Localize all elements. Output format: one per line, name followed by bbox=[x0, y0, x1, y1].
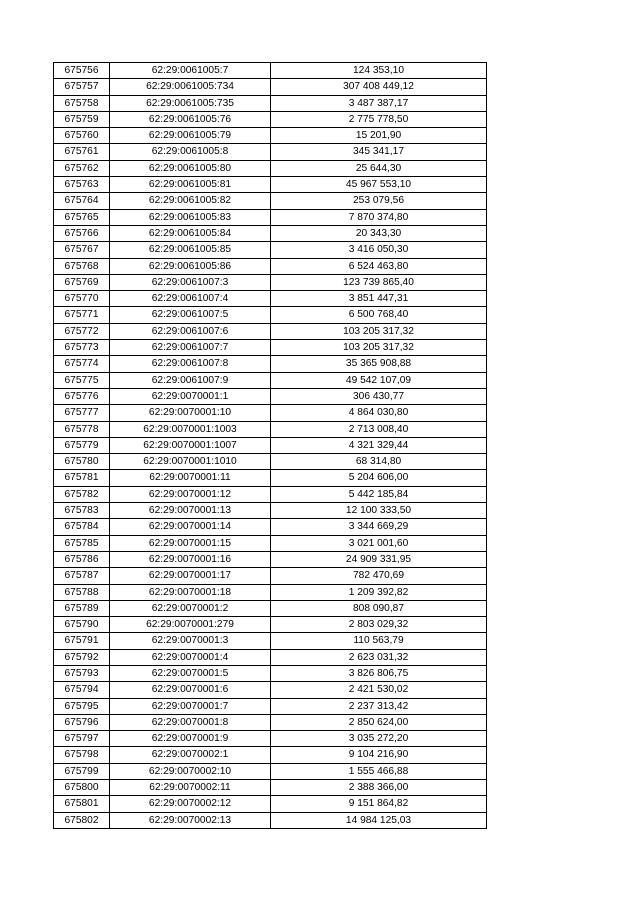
value-cell: 49 542 107,09 bbox=[271, 372, 487, 388]
value-cell: 24 909 331,95 bbox=[271, 551, 487, 567]
row-number-cell: 675787 bbox=[54, 568, 110, 584]
row-number-cell: 675795 bbox=[54, 698, 110, 714]
row-number-cell: 675793 bbox=[54, 665, 110, 681]
row-number-cell: 675773 bbox=[54, 340, 110, 356]
value-cell: 2 421 530,02 bbox=[271, 682, 487, 698]
table-row bbox=[54, 568, 487, 584]
value-cell: 3 416 050,30 bbox=[271, 242, 487, 258]
cadastral-number-cell: 62:29:0070002:12 bbox=[110, 796, 271, 812]
row-number-cell: 675756 bbox=[54, 63, 110, 79]
row-number-cell: 675799 bbox=[54, 763, 110, 779]
cadastral-number-cell: 62:29:0070001:3 bbox=[110, 633, 271, 649]
row-number-cell: 675778 bbox=[54, 421, 110, 437]
table-row bbox=[54, 633, 487, 649]
cadastral-number-cell: 62:29:0070001:1 bbox=[110, 388, 271, 404]
row-number-cell: 675770 bbox=[54, 291, 110, 307]
cadastral-number-cell: 62:29:0061005:82 bbox=[110, 193, 271, 209]
cadastral-number-cell: 62:29:0070001:9 bbox=[110, 731, 271, 747]
cadastral-number-cell: 62:29:0070001:8 bbox=[110, 714, 271, 730]
table-row bbox=[54, 95, 487, 111]
cadastral-number-cell: 62:29:0061007:8 bbox=[110, 356, 271, 372]
table-row bbox=[54, 731, 487, 747]
row-number-cell: 675782 bbox=[54, 486, 110, 502]
cadastral-number-cell: 62:29:0061005:735 bbox=[110, 95, 271, 111]
table-row bbox=[54, 682, 487, 698]
table-row bbox=[54, 421, 487, 437]
table-row bbox=[54, 323, 487, 339]
row-number-cell: 675779 bbox=[54, 437, 110, 453]
value-cell: 20 343,30 bbox=[271, 225, 487, 241]
value-cell: 782 470,69 bbox=[271, 568, 487, 584]
cadastral-number-cell: 62:29:0070001:15 bbox=[110, 535, 271, 551]
cadastral-number-cell: 62:29:0070002:10 bbox=[110, 763, 271, 779]
cadastral-number-cell: 62:29:0061005:7 bbox=[110, 63, 271, 79]
cadastral-number-cell: 62:29:0061005:84 bbox=[110, 225, 271, 241]
cadastral-number-cell: 62:29:0070002:1 bbox=[110, 747, 271, 763]
value-cell: 4 864 030,80 bbox=[271, 405, 487, 421]
row-number-cell: 675772 bbox=[54, 323, 110, 339]
cadastral-number-cell: 62:29:0061005:76 bbox=[110, 111, 271, 127]
row-number-cell: 675758 bbox=[54, 95, 110, 111]
cadastral-number-cell: 62:29:0061007:6 bbox=[110, 323, 271, 339]
cadastral-number-cell: 62:29:0061005:83 bbox=[110, 209, 271, 225]
value-cell: 5 442 185,84 bbox=[271, 486, 487, 502]
row-number-cell: 675783 bbox=[54, 503, 110, 519]
table-row bbox=[54, 372, 487, 388]
row-number-cell: 675798 bbox=[54, 747, 110, 763]
cadastral-number-cell: 62:29:0070001:4 bbox=[110, 649, 271, 665]
row-number-cell: 675757 bbox=[54, 79, 110, 95]
row-number-cell: 675768 bbox=[54, 258, 110, 274]
row-number-cell: 675801 bbox=[54, 796, 110, 812]
value-cell: 2 850 624,00 bbox=[271, 714, 487, 730]
value-cell: 15 201,90 bbox=[271, 128, 487, 144]
value-cell: 123 739 865,40 bbox=[271, 274, 487, 290]
value-cell: 3 035 272,20 bbox=[271, 731, 487, 747]
row-number-cell: 675763 bbox=[54, 177, 110, 193]
row-number-cell: 675765 bbox=[54, 209, 110, 225]
cadastral-number-cell: 62:29:0061005:85 bbox=[110, 242, 271, 258]
value-cell: 253 079,56 bbox=[271, 193, 487, 209]
table-row bbox=[54, 258, 487, 274]
cadastral-number-cell: 62:29:0070001:18 bbox=[110, 584, 271, 600]
table-row bbox=[54, 763, 487, 779]
table-row bbox=[54, 780, 487, 796]
row-number-cell: 675766 bbox=[54, 225, 110, 241]
cadastral-number-cell: 62:29:0061005:81 bbox=[110, 177, 271, 193]
value-cell: 110 563,79 bbox=[271, 633, 487, 649]
value-cell: 307 408 449,12 bbox=[271, 79, 487, 95]
table-row bbox=[54, 291, 487, 307]
table-row bbox=[54, 193, 487, 209]
value-cell: 3 021 001,60 bbox=[271, 535, 487, 551]
cadastral-number-cell: 62:29:0070001:1007 bbox=[110, 437, 271, 453]
table-row bbox=[54, 665, 487, 681]
table-row bbox=[54, 649, 487, 665]
data-sheet bbox=[53, 62, 487, 829]
value-cell: 9 104 216,90 bbox=[271, 747, 487, 763]
row-number-cell: 675785 bbox=[54, 535, 110, 551]
value-cell: 808 090,87 bbox=[271, 600, 487, 616]
table-row bbox=[54, 584, 487, 600]
table-row bbox=[54, 209, 487, 225]
cadastral-number-cell: 62:29:0061007:7 bbox=[110, 340, 271, 356]
row-number-cell: 675800 bbox=[54, 780, 110, 796]
row-number-cell: 675788 bbox=[54, 584, 110, 600]
table-row bbox=[54, 307, 487, 323]
row-number-cell: 675774 bbox=[54, 356, 110, 372]
row-number-cell: 675786 bbox=[54, 551, 110, 567]
table-row bbox=[54, 551, 487, 567]
row-number-cell: 675791 bbox=[54, 633, 110, 649]
row-number-cell: 675775 bbox=[54, 372, 110, 388]
value-cell: 1 555 466,88 bbox=[271, 763, 487, 779]
cadastral-number-cell: 62:29:0061007:9 bbox=[110, 372, 271, 388]
value-cell: 306 430,77 bbox=[271, 388, 487, 404]
table-row bbox=[54, 470, 487, 486]
table-row bbox=[54, 242, 487, 258]
row-number-cell: 675769 bbox=[54, 274, 110, 290]
table-row bbox=[54, 698, 487, 714]
row-number-cell: 675790 bbox=[54, 617, 110, 633]
cadastral-number-cell: 62:29:0070001:1010 bbox=[110, 454, 271, 470]
value-cell: 6 524 463,80 bbox=[271, 258, 487, 274]
cadastral-number-cell: 62:29:0061005:734 bbox=[110, 79, 271, 95]
row-number-cell: 675796 bbox=[54, 714, 110, 730]
cadastral-number-cell: 62:29:0070001:14 bbox=[110, 519, 271, 535]
cadastral-number-cell: 62:29:0070001:12 bbox=[110, 486, 271, 502]
table-row bbox=[54, 796, 487, 812]
table-row bbox=[54, 486, 487, 502]
cadastral-number-cell: 62:29:0070001:2 bbox=[110, 600, 271, 616]
table-row bbox=[54, 812, 487, 828]
row-number-cell: 675762 bbox=[54, 160, 110, 176]
value-cell: 12 100 333,50 bbox=[271, 503, 487, 519]
table-row bbox=[54, 160, 487, 176]
value-cell: 103 205 317,32 bbox=[271, 323, 487, 339]
row-number-cell: 675792 bbox=[54, 649, 110, 665]
cadastral-number-cell: 62:29:0061007:4 bbox=[110, 291, 271, 307]
table-row bbox=[54, 405, 487, 421]
cadastral-value-table bbox=[53, 62, 487, 829]
table-row bbox=[54, 356, 487, 372]
row-number-cell: 675784 bbox=[54, 519, 110, 535]
row-number-cell: 675777 bbox=[54, 405, 110, 421]
row-number-cell: 675789 bbox=[54, 600, 110, 616]
value-cell: 2 623 031,32 bbox=[271, 649, 487, 665]
cadastral-number-cell: 62:29:0070001:16 bbox=[110, 551, 271, 567]
value-cell: 6 500 768,40 bbox=[271, 307, 487, 323]
table-row bbox=[54, 600, 487, 616]
row-number-cell: 675761 bbox=[54, 144, 110, 160]
cadastral-number-cell: 62:29:0070001:5 bbox=[110, 665, 271, 681]
table-row bbox=[54, 79, 487, 95]
value-cell: 124 353,10 bbox=[271, 63, 487, 79]
table-row bbox=[54, 535, 487, 551]
value-cell: 14 984 125,03 bbox=[271, 812, 487, 828]
value-cell: 7 870 374,80 bbox=[271, 209, 487, 225]
table-row bbox=[54, 388, 487, 404]
cadastral-number-cell: 62:29:0061007:3 bbox=[110, 274, 271, 290]
value-cell: 2 388 366,00 bbox=[271, 780, 487, 796]
value-cell: 25 644,30 bbox=[271, 160, 487, 176]
table-row bbox=[54, 340, 487, 356]
cadastral-number-cell: 62:29:0070001:1003 bbox=[110, 421, 271, 437]
row-number-cell: 675797 bbox=[54, 731, 110, 747]
value-cell: 2 775 778,50 bbox=[271, 111, 487, 127]
table-row bbox=[54, 225, 487, 241]
table-row bbox=[54, 714, 487, 730]
table-row bbox=[54, 519, 487, 535]
cadastral-number-cell: 62:29:0061005:79 bbox=[110, 128, 271, 144]
value-cell: 3 344 669,29 bbox=[271, 519, 487, 535]
row-number-cell: 675767 bbox=[54, 242, 110, 258]
table-row bbox=[54, 503, 487, 519]
row-number-cell: 675802 bbox=[54, 812, 110, 828]
table-row bbox=[54, 177, 487, 193]
value-cell: 5 204 606,00 bbox=[271, 470, 487, 486]
cadastral-number-cell: 62:29:0070001:6 bbox=[110, 682, 271, 698]
value-cell: 35 365 908,88 bbox=[271, 356, 487, 372]
cadastral-number-cell: 62:29:0070001:17 bbox=[110, 568, 271, 584]
cadastral-number-cell: 62:29:0070001:7 bbox=[110, 698, 271, 714]
value-cell: 2 713 008,40 bbox=[271, 421, 487, 437]
table-row bbox=[54, 437, 487, 453]
cadastral-number-cell: 62:29:0070002:13 bbox=[110, 812, 271, 828]
table-row bbox=[54, 454, 487, 470]
cadastral-number-cell: 62:29:0070001:279 bbox=[110, 617, 271, 633]
table-body bbox=[54, 63, 487, 829]
value-cell: 9 151 864,82 bbox=[271, 796, 487, 812]
row-number-cell: 675764 bbox=[54, 193, 110, 209]
value-cell: 103 205 317,32 bbox=[271, 340, 487, 356]
cadastral-number-cell: 62:29:0070001:13 bbox=[110, 503, 271, 519]
table-row bbox=[54, 747, 487, 763]
row-number-cell: 675771 bbox=[54, 307, 110, 323]
value-cell: 2 237 313,42 bbox=[271, 698, 487, 714]
value-cell: 3 487 387,17 bbox=[271, 95, 487, 111]
cadastral-number-cell: 62:29:0070002:11 bbox=[110, 780, 271, 796]
table-row bbox=[54, 128, 487, 144]
value-cell: 2 803 029,32 bbox=[271, 617, 487, 633]
table-row bbox=[54, 111, 487, 127]
value-cell: 4 321 329,44 bbox=[271, 437, 487, 453]
cadastral-number-cell: 62:29:0061005:80 bbox=[110, 160, 271, 176]
value-cell: 345 341,17 bbox=[271, 144, 487, 160]
row-number-cell: 675780 bbox=[54, 454, 110, 470]
value-cell: 3 851 447,31 bbox=[271, 291, 487, 307]
cadastral-number-cell: 62:29:0061007:5 bbox=[110, 307, 271, 323]
value-cell: 1 209 392,82 bbox=[271, 584, 487, 600]
row-number-cell: 675794 bbox=[54, 682, 110, 698]
cadastral-number-cell: 62:29:0070001:11 bbox=[110, 470, 271, 486]
value-cell: 68 314,80 bbox=[271, 454, 487, 470]
table-row bbox=[54, 63, 487, 79]
row-number-cell: 675760 bbox=[54, 128, 110, 144]
row-number-cell: 675759 bbox=[54, 111, 110, 127]
value-cell: 3 826 806,75 bbox=[271, 665, 487, 681]
table-row bbox=[54, 144, 487, 160]
cadastral-number-cell: 62:29:0061005:8 bbox=[110, 144, 271, 160]
cadastral-number-cell: 62:29:0061005:86 bbox=[110, 258, 271, 274]
cadastral-number-cell: 62:29:0070001:10 bbox=[110, 405, 271, 421]
row-number-cell: 675776 bbox=[54, 388, 110, 404]
value-cell: 45 967 553,10 bbox=[271, 177, 487, 193]
table-row bbox=[54, 617, 487, 633]
table-row bbox=[54, 274, 487, 290]
row-number-cell: 675781 bbox=[54, 470, 110, 486]
